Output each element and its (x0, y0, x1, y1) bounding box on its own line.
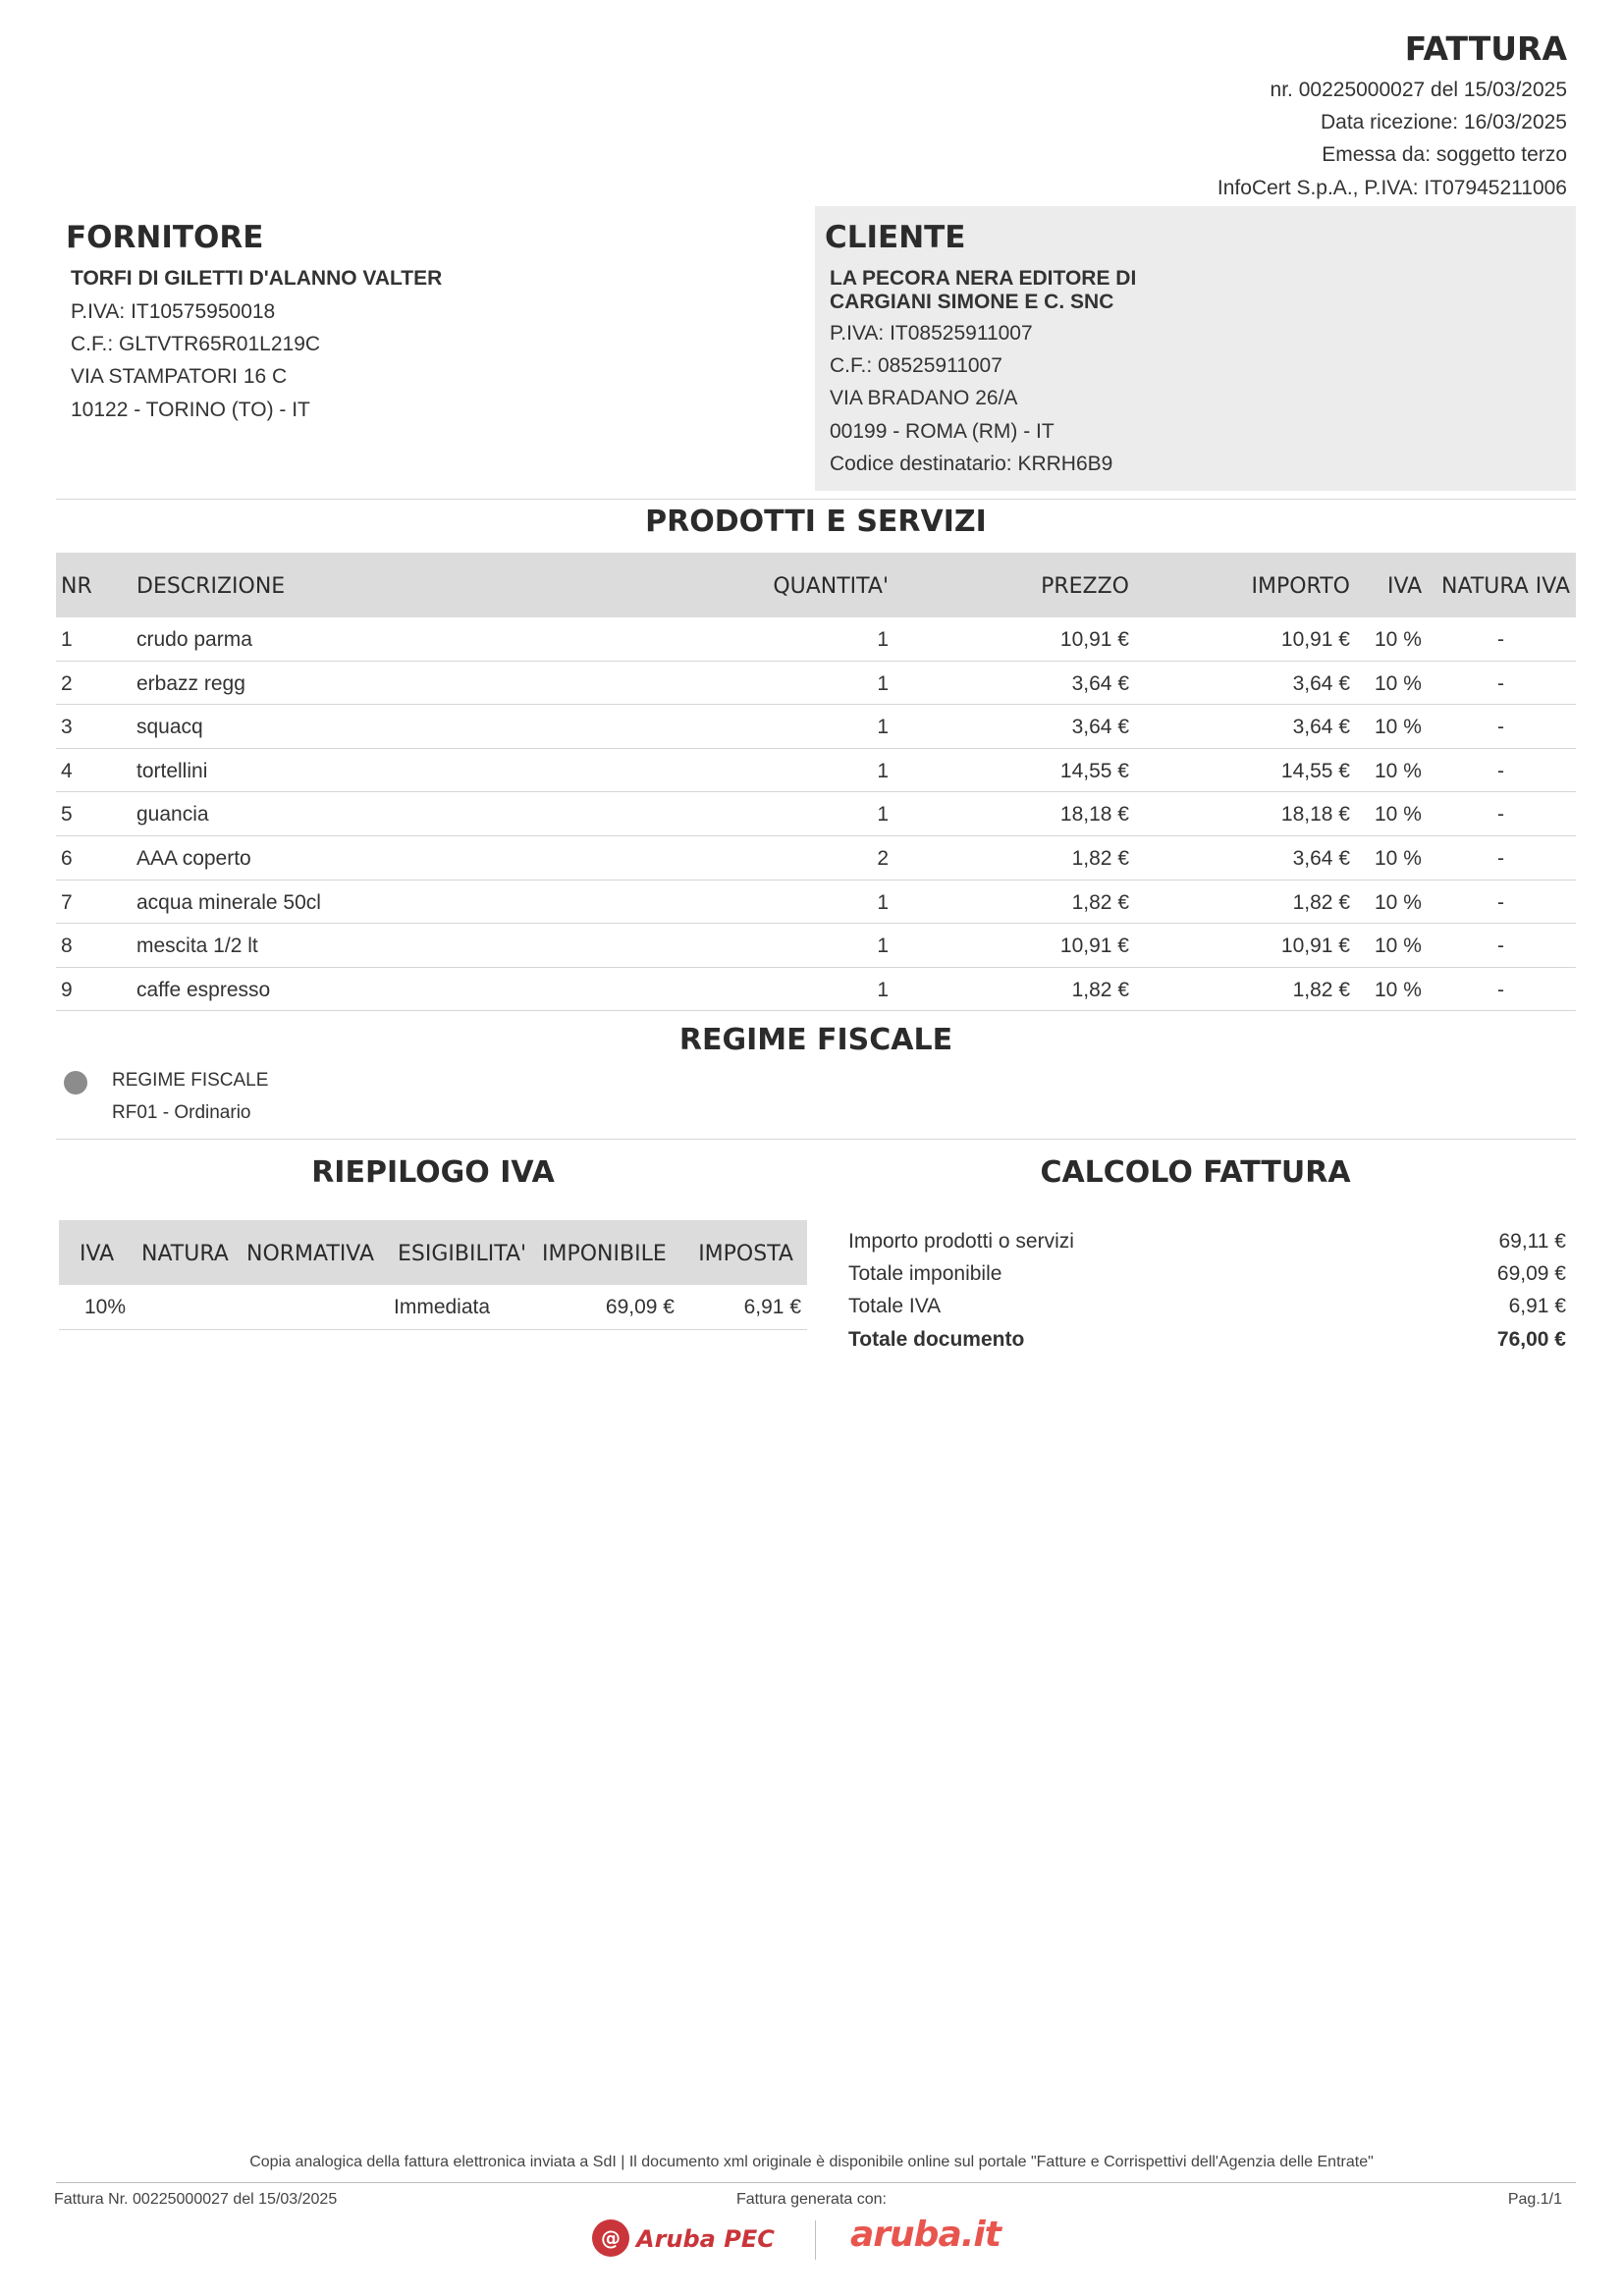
supplier-title: FORNITORE (66, 220, 264, 255)
row-nr: 6 (61, 847, 73, 870)
row-amount: 3,64 € (1292, 847, 1350, 870)
row-amount: 10,91 € (1280, 628, 1350, 651)
supplier-tax-code: C.F.: GLTVTR65R01L219C (71, 333, 321, 355)
row-price: 14,55 € (1059, 759, 1129, 782)
footer-page-number: Pag.1/1 (1507, 2191, 1562, 2208)
row-description: squacq (136, 716, 203, 739)
col-normativa: NORMATIVA (246, 1242, 375, 1266)
bullet-icon (64, 1071, 87, 1095)
regime-title: REGIME FISCALE (678, 1023, 953, 1057)
row-vat-nature: - (1497, 803, 1504, 827)
row-price: 10,91 € (1059, 628, 1129, 651)
aruba-pec-wordmark: Aruba PEC (636, 2225, 775, 2253)
table-row (56, 881, 1576, 925)
col-amount: IMPORTO (1251, 574, 1350, 599)
supplier-city: 10122 - TORINO (TO) - IT (71, 399, 310, 421)
table-row (56, 836, 1576, 881)
row-vat: 10 % (1375, 847, 1422, 870)
col-vat-nature: NATURA IVA (1441, 574, 1570, 599)
iva-imposta: 6,91 € (743, 1296, 801, 1318)
svg-text:@: @ (601, 2226, 621, 2250)
row-quantity: 1 (877, 803, 889, 827)
col-price: PREZZO (1041, 574, 1129, 599)
row-price: 18,18 € (1059, 803, 1129, 827)
regime-label: REGIME FISCALE (112, 1070, 269, 1091)
row-nr: 4 (61, 759, 73, 782)
client-name-line2: CARGIANI SIMONE E C. SNC (830, 291, 1114, 313)
iva-summary-title: RIEPILOGO IVA (311, 1155, 555, 1190)
client-name-line1: LA PECORA NERA EDITORE DI (830, 267, 1137, 290)
row-quantity: 1 (877, 628, 889, 651)
row-amount: 3,64 € (1292, 716, 1350, 739)
row-nr: 2 (61, 671, 73, 695)
row-nr: 7 (61, 890, 73, 914)
supplier-name: TORFI DI GILETTI D'ALANNO VALTER (71, 267, 443, 290)
col-esigibilita: ESIGIBILITA' (398, 1242, 527, 1266)
row-vat: 10 % (1375, 978, 1422, 1001)
row-nr: 8 (61, 934, 73, 958)
row-description: mescita 1/2 lt (136, 934, 258, 958)
aruba-pec-logo (589, 2216, 785, 2260)
row-vat-nature: - (1497, 716, 1504, 739)
client-section (815, 206, 1576, 491)
products-title: PRODOTTI E SERVIZI (645, 505, 987, 539)
table-row (56, 617, 1576, 662)
table-row (56, 924, 1576, 968)
col-imposta: IMPOSTA (698, 1242, 793, 1266)
client-address: VIA BRADANO 26/A (830, 387, 1018, 409)
row-nr: 3 (61, 716, 73, 739)
calc-value-total: 76,00 € (1496, 1328, 1566, 1351)
row-vat: 10 % (1375, 759, 1422, 782)
row-vat-nature: - (1497, 847, 1504, 870)
supplier-address: VIA STAMPATORI 16 C (71, 365, 288, 388)
col-vat: IVA (1387, 574, 1423, 599)
col-nr: NR (61, 574, 92, 599)
row-vat-nature: - (1497, 628, 1504, 651)
row-quantity: 1 (877, 978, 889, 1001)
iva-rate: 10% (84, 1296, 127, 1318)
col-description: DESCRIZIONE (136, 574, 286, 599)
client-vat: P.IVA: IT08525911007 (830, 322, 1033, 345)
supplier-section (56, 206, 783, 491)
row-price: 3,64 € (1071, 671, 1129, 695)
row-vat-nature: - (1497, 978, 1504, 1001)
row-quantity: 1 (877, 890, 889, 914)
row-vat: 10 % (1375, 671, 1422, 695)
calc-label-taxable: Totale imponibile (848, 1262, 1002, 1285)
divider (56, 499, 1576, 500)
row-description: acqua minerale 50cl (136, 890, 321, 914)
row-description: guancia (136, 803, 209, 827)
footer-generated-with: Fattura generata con: (736, 2191, 887, 2208)
issued-by: Emessa da: soggetto terzo (1322, 143, 1567, 166)
row-amount: 1,82 € (1292, 890, 1350, 914)
client-dest-code: Codice destinatario: KRRH6B9 (830, 453, 1113, 475)
document-title: FATTURA (1404, 29, 1567, 68)
client-city: 00199 - ROMA (RM) - IT (830, 420, 1055, 443)
row-price: 3,64 € (1071, 716, 1129, 739)
regime-value: RF01 - Ordinario (112, 1102, 251, 1123)
footer-note: Copia analogica della fattura elettronica inviata a SdI | Il documento xml originale è disponibile online sul portale "Fatture e Corrispettivi dell'Agenzia delle Entrate" (249, 2154, 1374, 2170)
col-imponibile: IMPONIBILE (542, 1242, 667, 1266)
calc-value-taxable: 69,09 € (1496, 1262, 1566, 1285)
row-vat: 10 % (1375, 890, 1422, 914)
row-amount: 1,82 € (1292, 978, 1350, 1001)
row-description: erbazz regg (136, 671, 245, 695)
calc-label-total: Totale documento (848, 1328, 1025, 1351)
row-vat-nature: - (1497, 671, 1504, 695)
row-description: AAA coperto (136, 847, 251, 870)
row-description: caffe espresso (136, 978, 271, 1001)
row-nr: 9 (61, 978, 73, 1001)
col-natura: NATURA (141, 1242, 229, 1266)
calc-value-vat: 6,91 € (1508, 1295, 1566, 1317)
row-quantity: 1 (877, 671, 889, 695)
divider (56, 1139, 1576, 1140)
row-amount: 10,91 € (1280, 934, 1350, 958)
row-quantity: 1 (877, 716, 889, 739)
iva-summary-header (59, 1220, 807, 1285)
row-price: 1,82 € (1071, 978, 1129, 1001)
footer-divider (56, 2182, 1576, 2183)
row-amount: 3,64 € (1292, 671, 1350, 695)
client-title: CLIENTE (825, 220, 966, 255)
row-nr: 5 (61, 803, 73, 827)
iva-imponibile: 69,09 € (605, 1296, 675, 1318)
row-vat: 10 % (1375, 934, 1422, 958)
iva-esigibilita: Immediata (394, 1296, 491, 1318)
row-vat: 10 % (1375, 628, 1422, 651)
row-price: 1,82 € (1071, 890, 1129, 914)
calc-label-products: Importo prodotti o servizi (848, 1230, 1074, 1253)
row-vat: 10 % (1375, 716, 1422, 739)
intermediary: InfoCert S.p.A., P.IVA: IT07945211006 (1217, 177, 1567, 199)
col-quantity: QUANTITA' (773, 574, 889, 599)
calc-label-vat: Totale IVA (848, 1295, 942, 1317)
table-row (56, 749, 1576, 793)
row-quantity: 1 (877, 934, 889, 958)
calc-value-products: 69,11 € (1498, 1230, 1566, 1253)
table-row (56, 662, 1576, 706)
receipt-date: Data ricezione: 16/03/2025 (1320, 111, 1567, 133)
row-vat: 10 % (1375, 803, 1422, 827)
logo-divider (815, 2220, 816, 2260)
col-iva: IVA (80, 1242, 115, 1266)
products-table-header (56, 553, 1576, 617)
table-row (59, 1285, 807, 1330)
row-amount: 18,18 € (1280, 803, 1350, 827)
row-description: crudo parma (136, 628, 252, 651)
invoice-number: nr. 00225000027 del 15/03/2025 (1270, 79, 1567, 101)
row-price: 1,82 € (1071, 847, 1129, 870)
row-amount: 14,55 € (1280, 759, 1350, 782)
table-row (56, 792, 1576, 836)
client-tax-code: C.F.: 08525911007 (830, 354, 1002, 377)
row-vat-nature: - (1497, 890, 1504, 914)
row-vat-nature: - (1497, 934, 1504, 958)
row-vat-nature: - (1497, 759, 1504, 782)
row-price: 10,91 € (1059, 934, 1129, 958)
row-quantity: 1 (877, 759, 889, 782)
footer-invoice-ref: Fattura Nr. 00225000027 del 15/03/2025 (54, 2191, 338, 2208)
supplier-vat: P.IVA: IT10575950018 (71, 300, 276, 323)
table-row (56, 705, 1576, 749)
aruba-it-logo: aruba.it (850, 2215, 1001, 2255)
row-nr: 1 (61, 628, 73, 651)
table-row (56, 968, 1576, 1012)
calc-title: CALCOLO FATTURA (1040, 1155, 1351, 1190)
row-quantity: 2 (877, 847, 889, 870)
row-description: tortellini (136, 759, 208, 782)
